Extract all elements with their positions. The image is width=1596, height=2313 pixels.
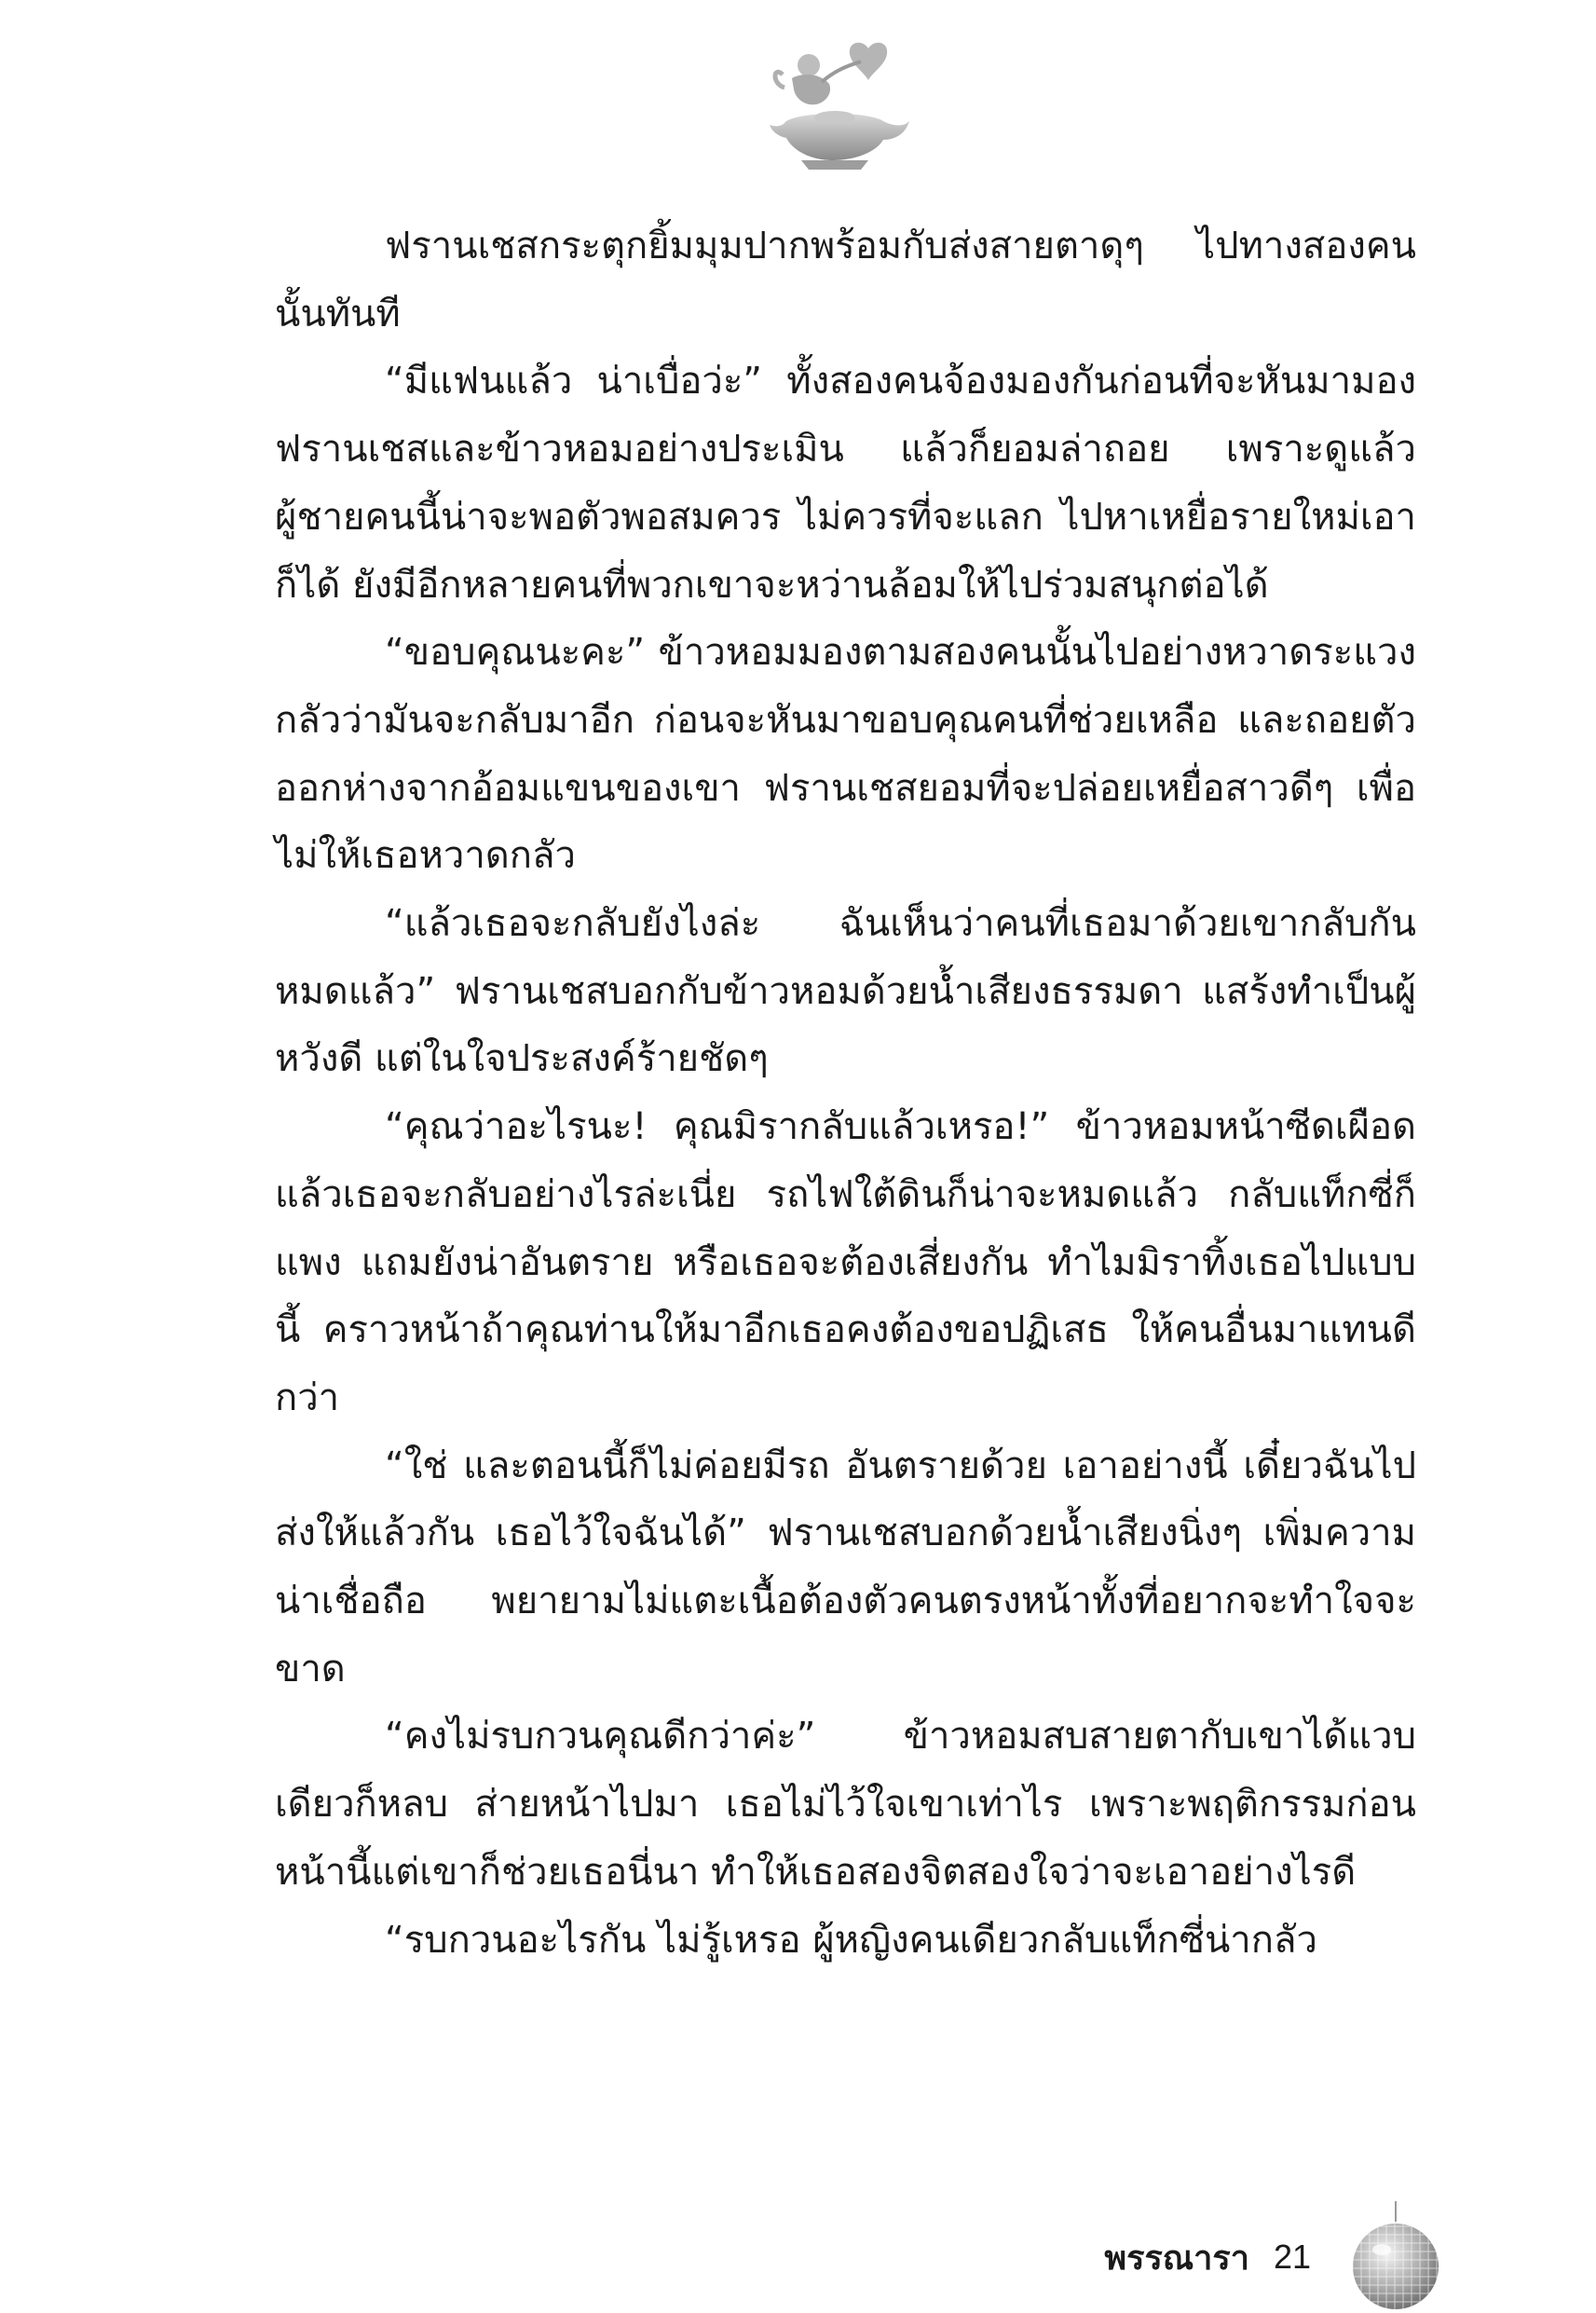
paragraph: “ขอบคุณนะคะ” ข้าวหอมมองตามสองคนนั้นไปอย่างหวาดระแวงกลัวว่ามันจะกลับมาอีก ก่อนจะหันมาขอบคุณคนที่ช่วยเหลือ และถอยตัวออกห่างจากอ้อมแขนของเขา ฟรานเชสยอมที่จะปล่อยเหยื่อสาวดีๆ เพื่อไม่ให้เธอหวาดกลัว <box>275 631 1416 878</box>
page-number: 21 <box>1273 2238 1311 2276</box>
paragraph: “แล้วเธอจะกลับยังไงล่ะ ฉันเห็นว่าคนที่เธอมาด้วยเขากลับกันหมดแล้ว” ฟรานเชสบอกกับข้าวหอมด้วยน้ำเสียงธรรมดา แสร้งทำเป็นผู้หวังดี แต่ในใจประสงค์ร้ายชัดๆ <box>275 902 1416 1081</box>
paragraph: “มีแฟนแล้ว น่าเบื่อว่ะ” ทั้งสองคนจ้องมองกันก่อนที่จะหันมามองฟรานเชสและข้าวหอมอย่างประเมิน แล้วก็ยอมล่าถอย เพราะดูแล้วผู้ชายคนนี้น่าจะพอตัวพอสมควร ไม่ควรที่จะแลก ไปหาเหยื่อรายใหม่เอาก็ได้ ยังมีอีกหลายคนที่พวกเขาจะหว่านล้อมให้ไปร่วมสนุกต่อได้ <box>275 360 1416 607</box>
paragraph: “ใช่ และตอนนี้ก็ไม่ค่อยมีรถ อันตรายด้วย เอาอย่างนี้ เดี๋ยวฉันไปส่งให้แล้วกัน เธอไว้ใจฉันได้” ฟรานเชสบอกด้วยน้ำเสียงนิ่งๆ เพิ่มความน่าเชื่อถือ พยายามไม่แตะเนื้อต้องตัวคนตรงหน้าทั้งที่อยากจะทำใจจะขาด <box>275 1444 1416 1690</box>
paragraph: “คุณว่าอะไรนะ! คุณมิรากลับแล้วเหรอ!” ข้าวหอมหน้าซีดเผือดแล้วเธอจะกลับอย่างไรล่ะเนี่ย รถไฟใต้ดินก็น่าจะหมดแล้ว กลับแท็กซี่ก็แพง แถมยังน่าอันตราย หรือเธอจะต้องเสี่ยงกัน ทำไมมิราทิ้งเธอไปแบบนี้ คราวหน้าถ้าคุณท่านให้มาอีกเธอคงต้องขอปฏิเสธ ให้คนอื่นมาแทนดีกว่า <box>275 1105 1416 1419</box>
paragraph: ฟรานเชสกระตุกยิ้มมุมปากพร้อมกับส่งสายตาดุๆ ไปทางสองคนนั้นทันที <box>275 225 1416 335</box>
teapot-cupid-ornament-icon <box>764 37 913 177</box>
disco-ball-icon <box>1344 2201 1447 2313</box>
paragraph: “รบกวนอะไรกัน ไม่รู้เหรอ ผู้หญิงคนเดียวกลับแท็กซี่น่ากลัว <box>385 1918 1317 1962</box>
book-title: พรรณารา <box>1104 2238 1249 2278</box>
paragraph: “คงไม่รบกวนคุณดีกว่าค่ะ” ข้าวหอมสบสายตากับเขาได้แวบเดียวก็หลบ ส่ายหน้าไปมา เธอไม่ไว้ใจเขาเท่าไร เพราะพฤติกรรมก่อนหน้านี้แต่เขาก็ช่วยเธอนี่นา ทำให้เธอสองจิตสองใจว่าจะเอาอย่างไรดี <box>275 1715 1416 1894</box>
page-footer <box>1104 2201 1447 2313</box>
body-text <box>275 212 1416 1974</box>
